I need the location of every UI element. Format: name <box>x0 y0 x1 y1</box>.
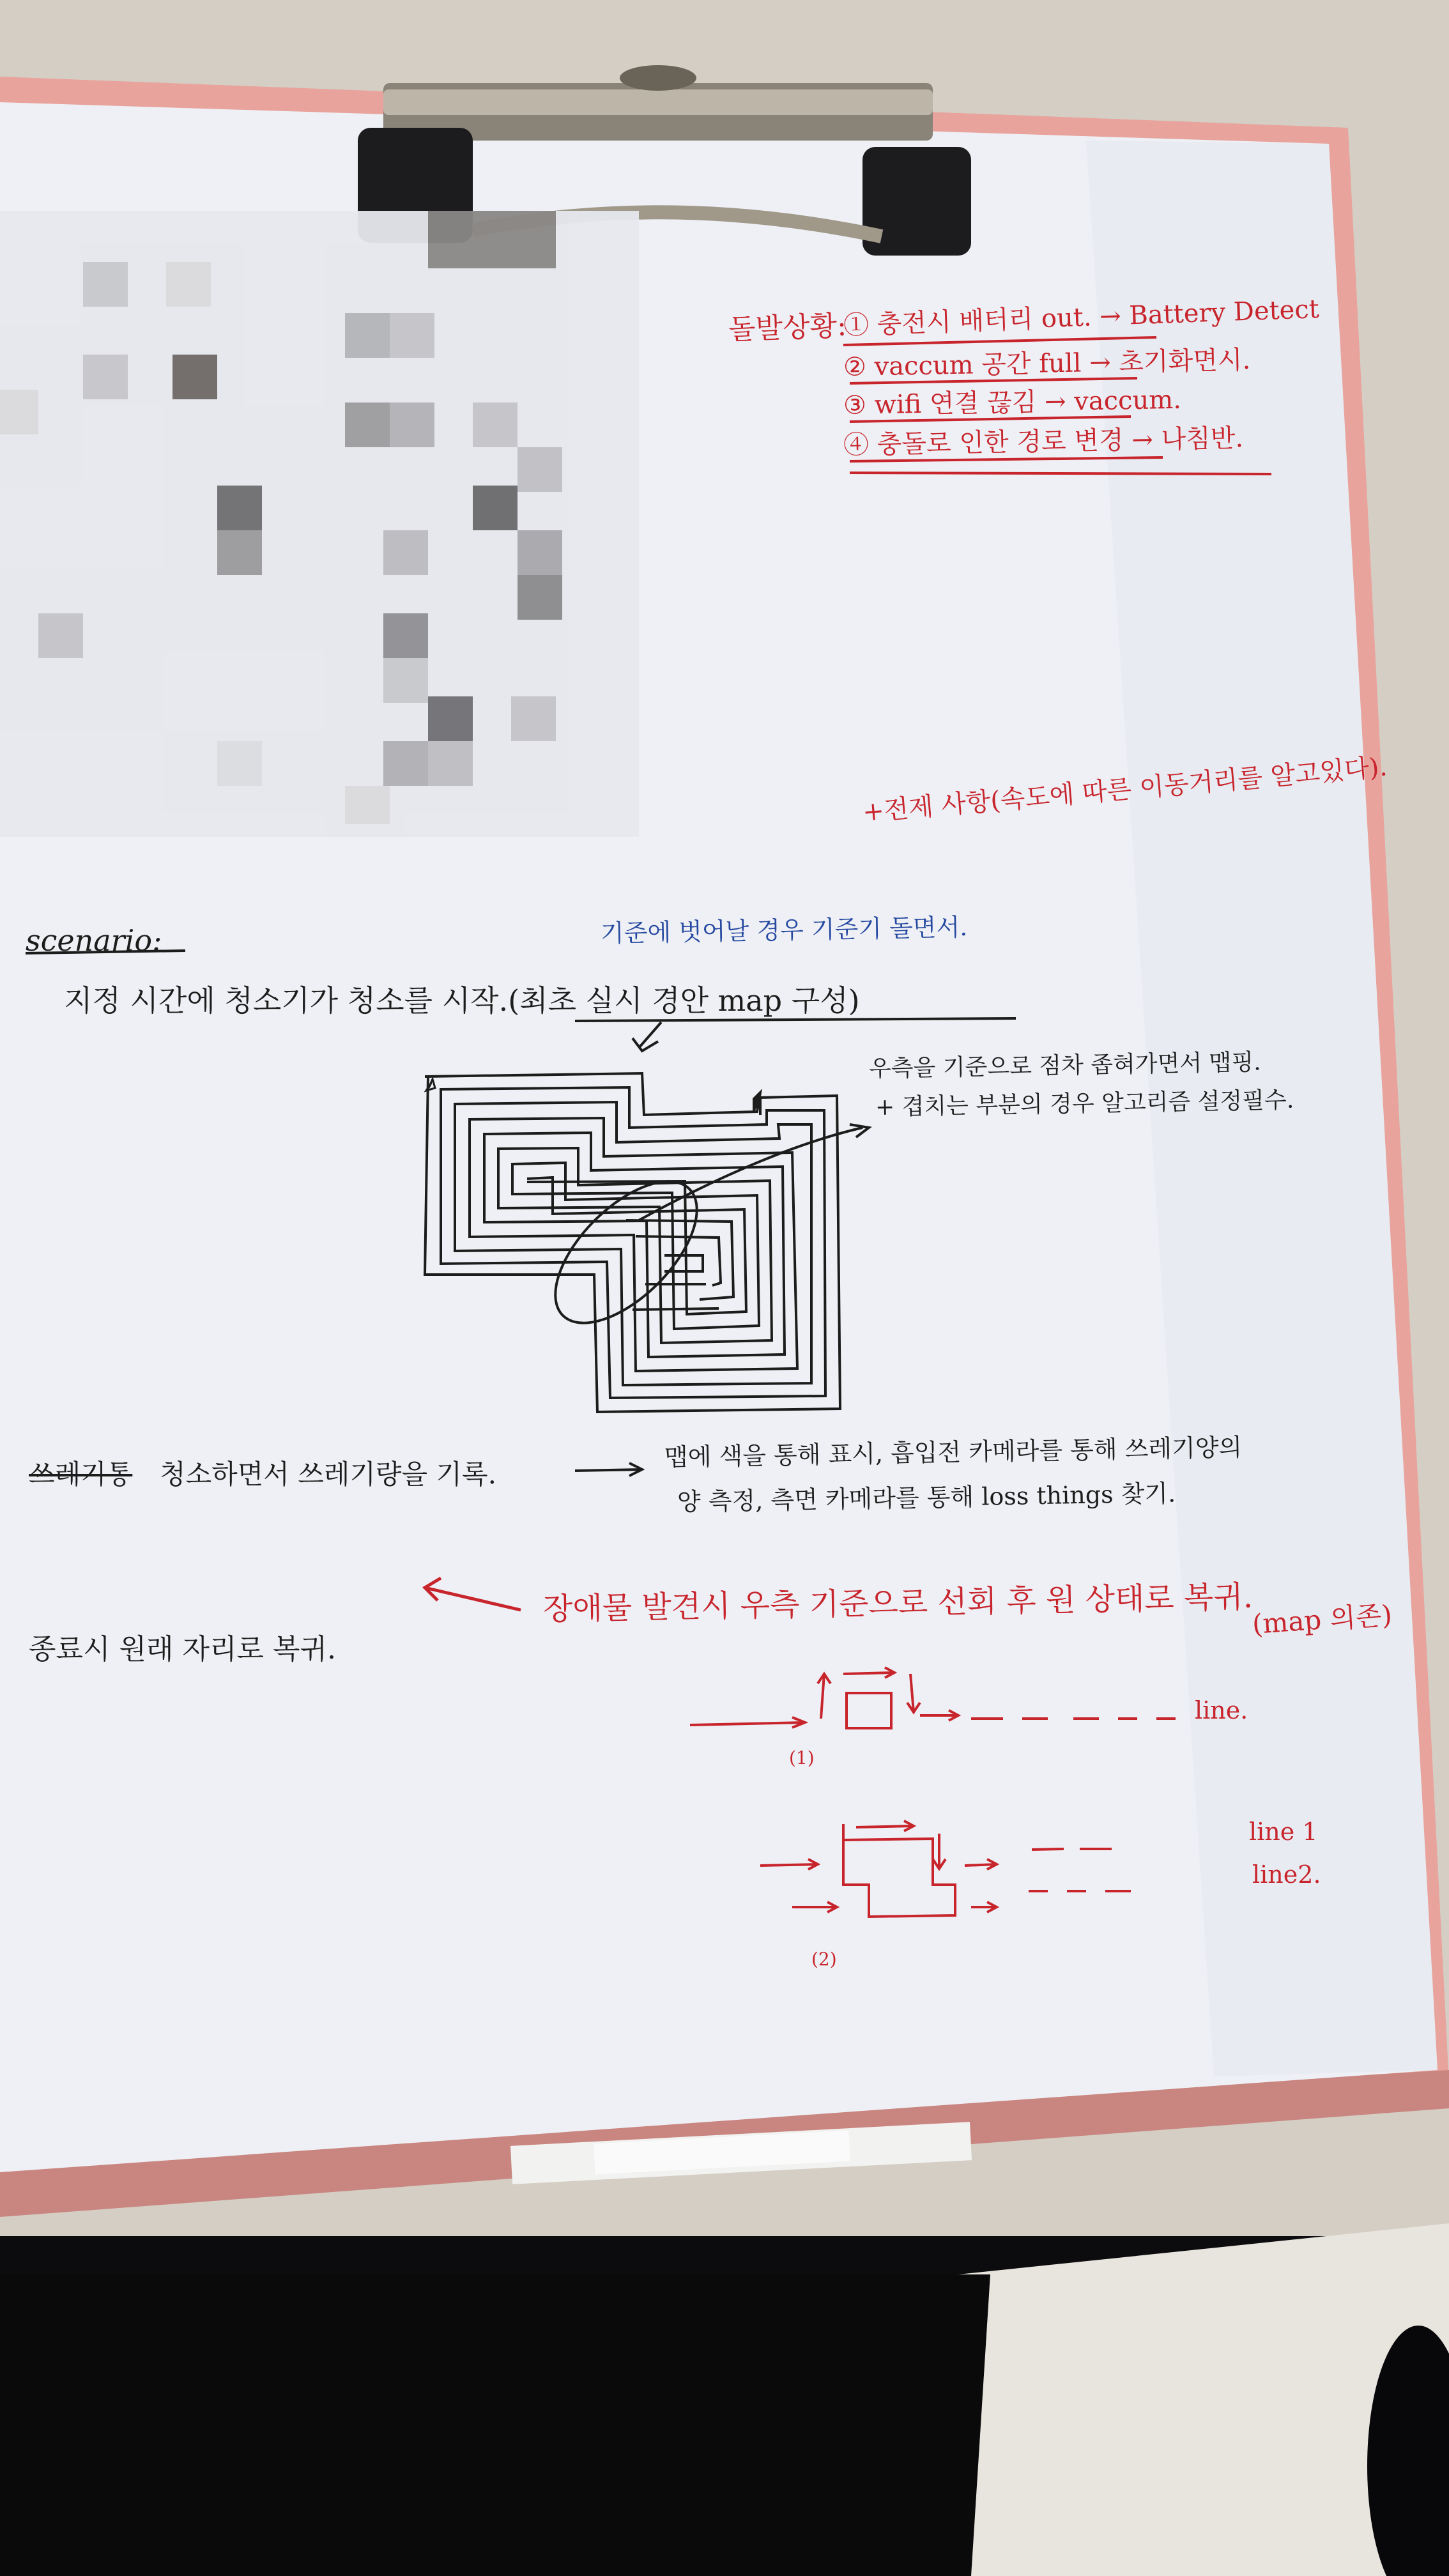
step2-strike: 쓰레기통 <box>29 1459 133 1490</box>
diagram2-label-1: line 1 <box>1249 1818 1318 1846</box>
step2-text: 청소하면서 쓰레기량을 기록. <box>160 1459 496 1490</box>
incident-item-4: ④ 충돌로 인한 경로 변경 → 나침반. <box>843 424 1244 460</box>
end-note: 종료시 원래 자리로 복귀. <box>29 1633 336 1666</box>
diagram1-caption: (1) <box>789 1747 815 1768</box>
step1-text: 지정 시간에 청소기가 청소를 시작.(최초 실시 경안 map 구성) <box>64 983 860 1018</box>
pixelated-region <box>0 211 639 837</box>
diagram2-label-2: line2. <box>1252 1860 1321 1889</box>
incident-item-1: ① 충전시 배터리 out. → Battery Detect <box>843 295 1320 341</box>
premise-note: +전제 사항(속도에 따른 이동거리를 알고있다). <box>861 752 1389 827</box>
diagram2-caption: (2) <box>811 1949 837 1970</box>
step2-result-1: 맵에 색을 통해 표시, 흡입전 카메라를 통해 쓰레기양의 <box>664 1433 1243 1471</box>
step2-result-2: 양 측정, 측면 카메라를 통해 loss things 찾기. <box>677 1479 1176 1516</box>
scenario-label: scenario: <box>26 923 162 958</box>
incident-item-3: ③ wifi 연결 끊김 → vaccum. <box>843 385 1182 420</box>
right-note-1: 우측을 기준으로 점차 좁혀가면서 맵핑. <box>868 1049 1261 1082</box>
right-note-2: + 겹치는 부분의 경우 알고리즘 설정필수. <box>875 1087 1294 1121</box>
incident-item-2: ② vaccum 공간 full → 초기화면시. <box>843 345 1251 382</box>
blue-note: 기준에 벗어날 경우 기준기 돌면서. <box>600 912 968 947</box>
diagram1-label: line. <box>1195 1696 1248 1724</box>
incident-title: 돌발상황: <box>728 309 847 346</box>
map-dependency: (map 의존) <box>1251 1598 1393 1640</box>
obstacle-note: 장애물 발견시 우측 기준으로 선회 후 원 상태로 복귀. <box>542 1579 1254 1627</box>
